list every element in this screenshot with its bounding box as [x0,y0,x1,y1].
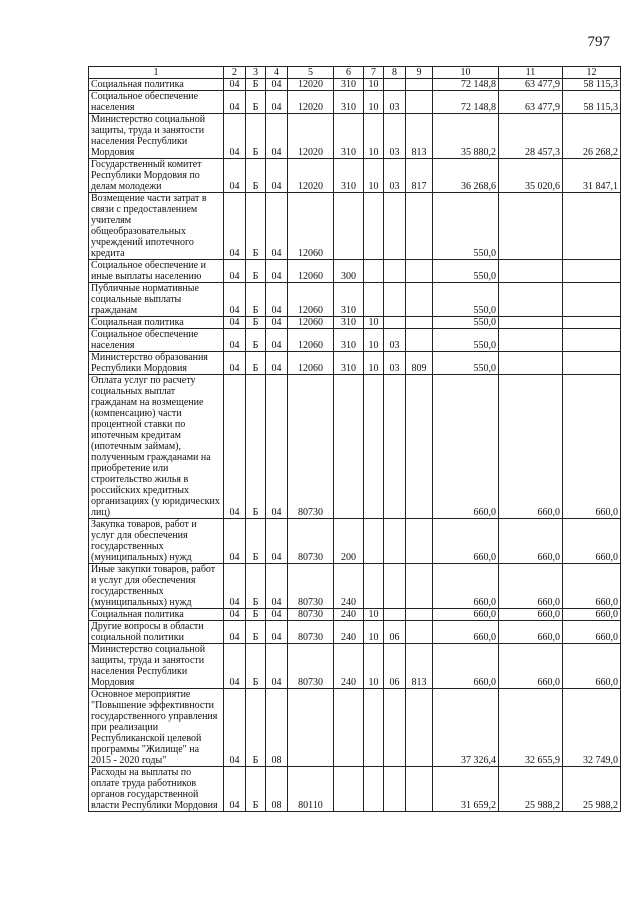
table-cell [384,609,406,621]
table-cell: 12060 [288,283,334,317]
row-label: Государственный комитет Республики Мордовия по делам молодежи [89,159,224,193]
table-cell: 240 [334,609,364,621]
column-header: 12 [563,67,621,79]
table-cell: 12020 [288,79,334,91]
table-cell: 12060 [288,317,334,329]
table-row [89,621,621,644]
table-cell: 813 [406,644,433,689]
table-cell: Б [246,375,266,519]
table-cell: 550,0 [433,329,499,352]
table-cell: 10 [364,621,384,644]
table-cell: 310 [334,91,364,114]
table-cell: 300 [334,260,364,283]
row-label: Министерство образования Республики Мордовия [89,352,224,375]
table-cell: 31 659,2 [433,767,499,812]
row-label: Расходы на выплаты по оплате труда работников органов государственной власти Республики Мордовия [89,767,224,812]
table-cell: 12060 [288,260,334,283]
table-cell: 04 [224,564,246,609]
table-cell: 03 [384,114,406,159]
table-cell [288,689,334,767]
table-cell: 550,0 [433,193,499,260]
table-cell: 58 115,3 [563,79,621,91]
table-cell: 04 [224,260,246,283]
row-label: Социальное обеспечение и иные выплаты населению [89,260,224,283]
table-cell: 08 [266,689,288,767]
table-cell: 04 [224,609,246,621]
table-cell: 04 [266,283,288,317]
table-cell: 04 [224,689,246,767]
table-cell: 04 [266,114,288,159]
table-cell: 817 [406,159,433,193]
row-label: Возмещение части затрат в связи с предоставлением учителям общеобразовательных учреждений ипотечного кредита [89,193,224,260]
table-cell [406,329,433,352]
table-cell: 04 [224,317,246,329]
row-label: Иные закупки товаров, работ и услуг для обеспечения государственных (муниципальных) нужд [89,564,224,609]
table-cell [406,283,433,317]
table-cell: 25 988,2 [499,767,563,812]
table-row [89,329,621,352]
table-cell: Б [246,767,266,812]
header-row [89,67,621,79]
table-cell: 04 [266,193,288,260]
table-row [89,317,621,329]
table-cell: 04 [224,621,246,644]
table-cell: 04 [266,91,288,114]
table-cell: 06 [384,644,406,689]
table-cell: 660,0 [499,375,563,519]
table-cell: 660,0 [433,564,499,609]
table-row [89,159,621,193]
table-cell [563,317,621,329]
table-cell [406,564,433,609]
table-cell: 04 [266,621,288,644]
table-cell: 80730 [288,519,334,564]
table-cell: Б [246,329,266,352]
table-cell: 31 847,1 [563,159,621,193]
table-cell: 04 [224,644,246,689]
table-cell [406,317,433,329]
table-cell [384,283,406,317]
column-header: 5 [288,67,334,79]
table-cell [499,193,563,260]
table-cell: 04 [266,644,288,689]
table-cell: Б [246,609,266,621]
table-cell: 04 [266,519,288,564]
table-row [89,193,621,260]
table-cell: 04 [266,329,288,352]
table-cell: 660,0 [433,519,499,564]
column-header: 10 [433,67,499,79]
table-cell: 12060 [288,352,334,375]
column-header: 9 [406,67,433,79]
table-cell [563,260,621,283]
table-cell [364,767,384,812]
table-cell: 06 [384,621,406,644]
table-cell [364,283,384,317]
table-row [89,79,621,91]
table-cell: 80730 [288,644,334,689]
table-cell: Б [246,91,266,114]
table-cell [499,317,563,329]
table-cell: Б [246,193,266,260]
table-cell: 310 [334,159,364,193]
table-cell [334,375,364,519]
table-cell: 550,0 [433,352,499,375]
table-cell [364,193,384,260]
table-cell: 660,0 [433,375,499,519]
table-cell: 32 655,9 [499,689,563,767]
row-label: Социальная политика [89,79,224,91]
table-cell: 04 [266,260,288,283]
table-cell: 80730 [288,621,334,644]
table-cell: 310 [334,317,364,329]
table-cell [499,329,563,352]
table-cell [384,260,406,283]
table-cell: 12020 [288,159,334,193]
table-cell [499,352,563,375]
table-row [89,91,621,114]
table-cell: 04 [266,375,288,519]
table-cell: 04 [266,317,288,329]
table-cell: Б [246,519,266,564]
table-cell: 310 [334,352,364,375]
table-cell [384,193,406,260]
table-cell: 72 148,8 [433,79,499,91]
table-cell: 660,0 [563,609,621,621]
table-cell: 550,0 [433,260,499,283]
table-cell: 310 [334,79,364,91]
table-cell: Б [246,114,266,159]
table-cell: 35 880,2 [433,114,499,159]
table-cell: 63 477,9 [499,79,563,91]
table-cell [364,564,384,609]
table-cell [563,352,621,375]
table-cell [499,260,563,283]
row-label: Оплата услуг по расчету социальных выплат гражданам на возмещение (компенсацию) части процентной ставки по ипотечным кредитам (ипотечным займам), полученным гражданами на приобретение или строительство жилья в российских кредитных организациях (у юридических лиц) [89,375,224,519]
table-cell: 10 [364,609,384,621]
table-cell [364,375,384,519]
table-row [89,114,621,159]
table-cell: Б [246,159,266,193]
row-label: Социальная политика [89,317,224,329]
table-cell: 04 [224,519,246,564]
table-cell [563,283,621,317]
table-cell [334,193,364,260]
table-cell: 813 [406,114,433,159]
table-cell: 04 [266,352,288,375]
table-cell [406,260,433,283]
row-label: Социальное обеспечение населения [89,91,224,114]
table-cell [364,260,384,283]
table-cell [364,519,384,564]
table-cell: Б [246,79,266,91]
table-cell [384,375,406,519]
table-cell: 660,0 [563,621,621,644]
table-cell [563,193,621,260]
row-label: Другие вопросы в области социальной политики [89,621,224,644]
table-cell: 04 [224,79,246,91]
table-cell: 25 988,2 [563,767,621,812]
table-cell: Б [246,317,266,329]
table-cell: 660,0 [499,609,563,621]
column-header: 11 [499,67,563,79]
table-cell [334,767,364,812]
table-cell: 10 [364,317,384,329]
table-cell: 660,0 [433,644,499,689]
table-cell: 10 [364,159,384,193]
table-cell: 310 [334,114,364,159]
table-cell [406,689,433,767]
table-cell: 310 [334,283,364,317]
table-row [89,767,621,812]
table-cell: 660,0 [499,644,563,689]
table-cell: 03 [384,329,406,352]
table-cell: 04 [224,193,246,260]
row-label: Основное мероприятие "Повышение эффективности государственного управления при реализации Республиканской целевой программы "Жилище" на 2015 - 2020 годы" [89,689,224,767]
table-cell: 26 268,2 [563,114,621,159]
table-cell: 08 [266,767,288,812]
table-row [89,283,621,317]
table-cell: 660,0 [499,519,563,564]
table-row [89,519,621,564]
table-cell: 63 477,9 [499,91,563,114]
table-cell: 10 [364,329,384,352]
row-label: Социальная политика [89,609,224,621]
table-cell: 80730 [288,609,334,621]
table-cell: 660,0 [563,375,621,519]
table-row [89,609,621,621]
table-cell: 03 [384,159,406,193]
table-cell: 660,0 [499,621,563,644]
table-cell: 12060 [288,329,334,352]
table-cell [406,609,433,621]
table-cell: 240 [334,564,364,609]
table-cell: 32 749,0 [563,689,621,767]
table-cell [334,689,364,767]
table-cell: 37 326,4 [433,689,499,767]
table-cell: 660,0 [433,621,499,644]
table-cell: 80730 [288,564,334,609]
table-cell: 04 [266,79,288,91]
table-cell: 10 [364,114,384,159]
table-cell [364,689,384,767]
table-cell: 04 [224,767,246,812]
table-cell [384,317,406,329]
table-cell: 04 [224,283,246,317]
page-number: 797 [587,34,610,50]
table-cell: 36 268,6 [433,159,499,193]
table-row [89,260,621,283]
table-row [89,352,621,375]
table-cell: 550,0 [433,283,499,317]
table-cell [406,79,433,91]
row-label: Публичные нормативные социальные выплаты гражданам [89,283,224,317]
table-cell: 240 [334,621,364,644]
table-row [89,564,621,609]
table-cell [563,329,621,352]
table-cell: 04 [266,609,288,621]
table-cell: 200 [334,519,364,564]
table-cell: 80730 [288,375,334,519]
table-cell: Б [246,689,266,767]
table-cell: 10 [364,79,384,91]
table-cell: 04 [266,159,288,193]
table-row [89,644,621,689]
table-cell [406,193,433,260]
table-cell: 660,0 [563,564,621,609]
table-cell: 660,0 [433,609,499,621]
table-cell [384,564,406,609]
budget-table [88,66,621,812]
table-cell: 03 [384,352,406,375]
table-cell: 310 [334,329,364,352]
column-header: 7 [364,67,384,79]
column-header: 6 [334,67,364,79]
table-cell: 04 [266,564,288,609]
table-cell: 80110 [288,767,334,812]
table-cell [384,689,406,767]
table-cell [384,519,406,564]
table-cell: 03 [384,91,406,114]
table-cell [406,91,433,114]
column-header: 1 [89,67,224,79]
column-header: 3 [246,67,266,79]
table-cell: 04 [224,159,246,193]
table-cell: Б [246,621,266,644]
row-label: Министерство социальной защиты, труда и занятости населения Республики Мордовия [89,114,224,159]
table-cell: 04 [224,375,246,519]
table-cell: 10 [364,352,384,375]
column-header: 2 [224,67,246,79]
table-cell: Б [246,352,266,375]
row-label: Министерство социальной защиты, труда и занятости населения Республики Мордовия [89,644,224,689]
table-row [89,375,621,519]
table-cell: 28 457,3 [499,114,563,159]
table-cell: 04 [224,329,246,352]
table-cell [384,767,406,812]
table-cell: 04 [224,114,246,159]
table-cell [406,621,433,644]
column-header: 8 [384,67,406,79]
table-cell: 58 115,3 [563,91,621,114]
table-cell: 04 [224,352,246,375]
table-row [89,689,621,767]
table-cell: 809 [406,352,433,375]
table-cell: 240 [334,644,364,689]
table-cell [406,767,433,812]
table-cell: 35 020,6 [499,159,563,193]
table-cell [406,519,433,564]
table-cell: 10 [364,91,384,114]
table-cell [406,375,433,519]
table-cell: Б [246,283,266,317]
column-header: 4 [266,67,288,79]
table-cell: 12060 [288,193,334,260]
table-cell: 12020 [288,91,334,114]
table-cell: 04 [224,91,246,114]
row-label: Социальное обеспечение населения [89,329,224,352]
table-cell: 550,0 [433,317,499,329]
table-cell: 12020 [288,114,334,159]
table-cell: 10 [364,644,384,689]
table-cell: Б [246,564,266,609]
table-cell [499,283,563,317]
table-cell: 660,0 [499,564,563,609]
table-cell: Б [246,644,266,689]
row-label: Закупка товаров, работ и услуг для обеспечения государственных (муниципальных) нужд [89,519,224,564]
table-cell: 72 148,8 [433,91,499,114]
table-cell: 660,0 [563,519,621,564]
table-cell [384,79,406,91]
table-cell: Б [246,260,266,283]
table-cell: 660,0 [563,644,621,689]
